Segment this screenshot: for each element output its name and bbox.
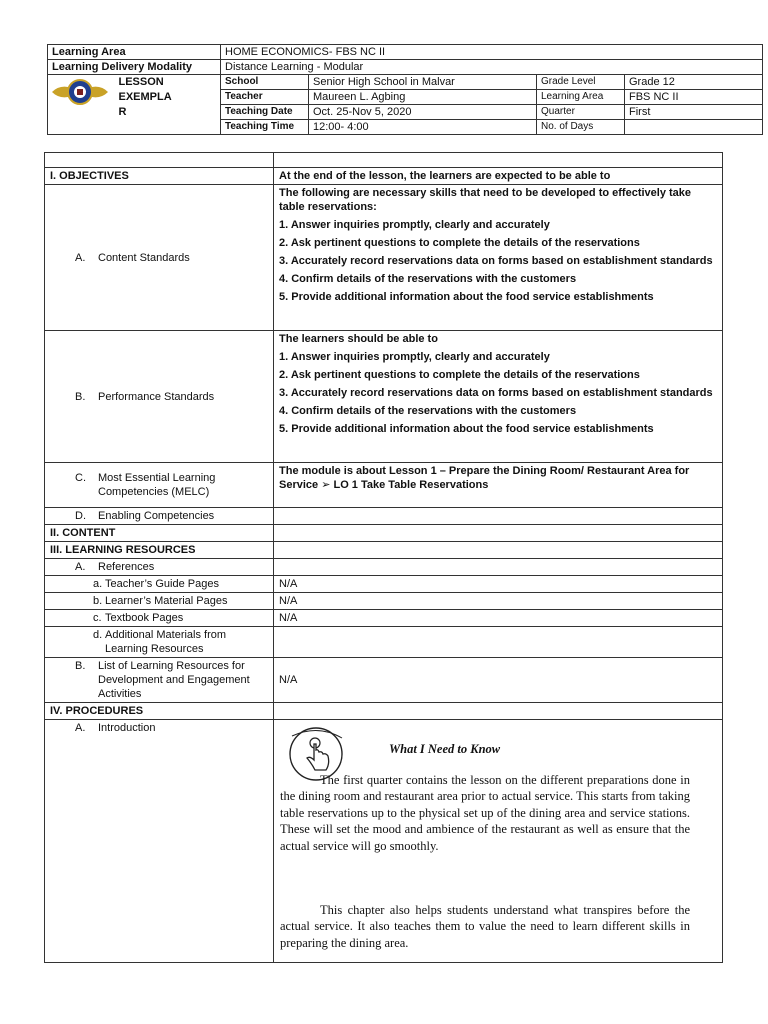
quarter-value: First (625, 105, 763, 120)
grade-level-value: Grade 12 (625, 75, 763, 90)
performance-standards-list: The learners should be able to 1. Answer inquiries promptly, clearly and accurately 2. Ask pertinent questions to complete the details of the reservations 3. Accurately record reservations data on forms based on establishment standards 4. Confirm details of the reservations with the customers 5. Provide additional information about the food service establishments (274, 331, 723, 463)
school-value: Senior High School in Malvar (309, 75, 537, 90)
content-label: II. CONTENT (45, 525, 274, 542)
textbook-pages-value: N/A (274, 610, 723, 627)
teaching-date-value: Oct. 25-Nov 5, 2020 (309, 105, 537, 120)
teaching-date-label: Teaching Date (221, 105, 309, 120)
blank-cell (274, 153, 723, 168)
content-value (274, 525, 723, 542)
teaching-time-label: Teaching Time (221, 120, 309, 135)
textbook-pages-label: c. Textbook Pages (45, 610, 274, 627)
introduction-content (274, 720, 723, 963)
learning-area-label-2: Learning Area (537, 90, 625, 105)
intro-paragraph-2: This chapter also helps students understand what transpires before the actual service. It also teaches them to value the need to learn different skills in preparing the dining area. (280, 903, 690, 950)
grade-level-label: Grade Level (537, 75, 625, 90)
resources-list-label: B. List of Learning Resources for Development and Engagement Activities (45, 658, 274, 703)
content-standards-label: A. Content Standards (45, 185, 274, 331)
objectives-intro: At the end of the lesson, the learners are expected to be able to (274, 168, 723, 185)
teachers-guide-label: a. Teacher’s Guide Pages (45, 576, 274, 593)
teacher-label: Teacher (221, 90, 309, 105)
learning-area-label: Learning Area (48, 45, 221, 60)
what-i-need-to-know-heading: What I Need to Know (389, 742, 501, 756)
references-label: A. References (45, 559, 274, 576)
enabling-competencies-label: D. Enabling Competencies (45, 508, 274, 525)
learners-material-label: b. Learner’s Material Pages (45, 593, 274, 610)
content-standards-list: The following are necessary skills that need to be developed to effectively take table reservations: 1. Answer inquiries promptly, clearly and accurately 2. Ask pertinent questions to complete the details of the reservations 3. Accurately record reservations data on forms based on establishment standards 4. Confirm details of the reservations with the customers 5. Provide additional information about the food service establishments (274, 185, 723, 331)
melc-label: C. Most Essential Learning Competencies (MELC) (45, 463, 274, 508)
teacher-value: Maureen L. Agbing (309, 90, 537, 105)
procedures-value (274, 703, 723, 720)
logo-cell (48, 75, 116, 135)
resources-list-value: N/A (274, 658, 723, 703)
learning-area-value-2: FBS NC II (625, 90, 763, 105)
teaching-time-value: 12:00- 4:00 (309, 120, 537, 135)
lesson-exemplar-title: LESSON EXEMPLA R (116, 75, 221, 135)
intro-paragraph-1: The first quarter contains the lesson on the different preparations done in the dining room and restaurant area prior to actual service. This starts from taking table reservations up to the physical set up of the dining area and service stations. These will set the mood and ambience of the restaurant as well as ensure that the actual service will go smoothly. (280, 773, 690, 853)
melc-value: The module is about Lesson 1 – Prepare the Dining Room/ Restaurant Area for Service ➢ LO 1 Take Table Reservations (274, 463, 723, 508)
quarter-label: Quarter (537, 105, 625, 120)
no-of-days-label: No. of Days (537, 120, 625, 135)
teachers-guide-value: N/A (274, 576, 723, 593)
additional-materials-label: d. Additional Materials from Learning Resources (45, 627, 274, 658)
no-of-days-value (625, 120, 763, 135)
lesson-plan-table (44, 152, 723, 963)
school-label: School (221, 75, 309, 90)
learning-area-value: HOME ECONOMICS- FBS NC II (221, 45, 763, 60)
modality-label: Learning Delivery Modality (48, 60, 221, 75)
introduction-label: A. Introduction (45, 720, 274, 963)
performance-standards-label: B. Performance Standards (45, 331, 274, 463)
learners-material-value: N/A (274, 593, 723, 610)
enabling-competencies-value (274, 508, 723, 525)
header-table (47, 44, 763, 135)
references-value (274, 559, 723, 576)
learning-resources-value (274, 542, 723, 559)
blank-cell (45, 153, 274, 168)
additional-materials-value (274, 627, 723, 658)
procedures-label: IV. PROCEDURES (45, 703, 274, 720)
objectives-label: I. OBJECTIVES (45, 168, 274, 185)
modality-value: Distance Learning - Modular (221, 60, 763, 75)
learning-resources-label: III. LEARNING RESOURCES (45, 542, 274, 559)
